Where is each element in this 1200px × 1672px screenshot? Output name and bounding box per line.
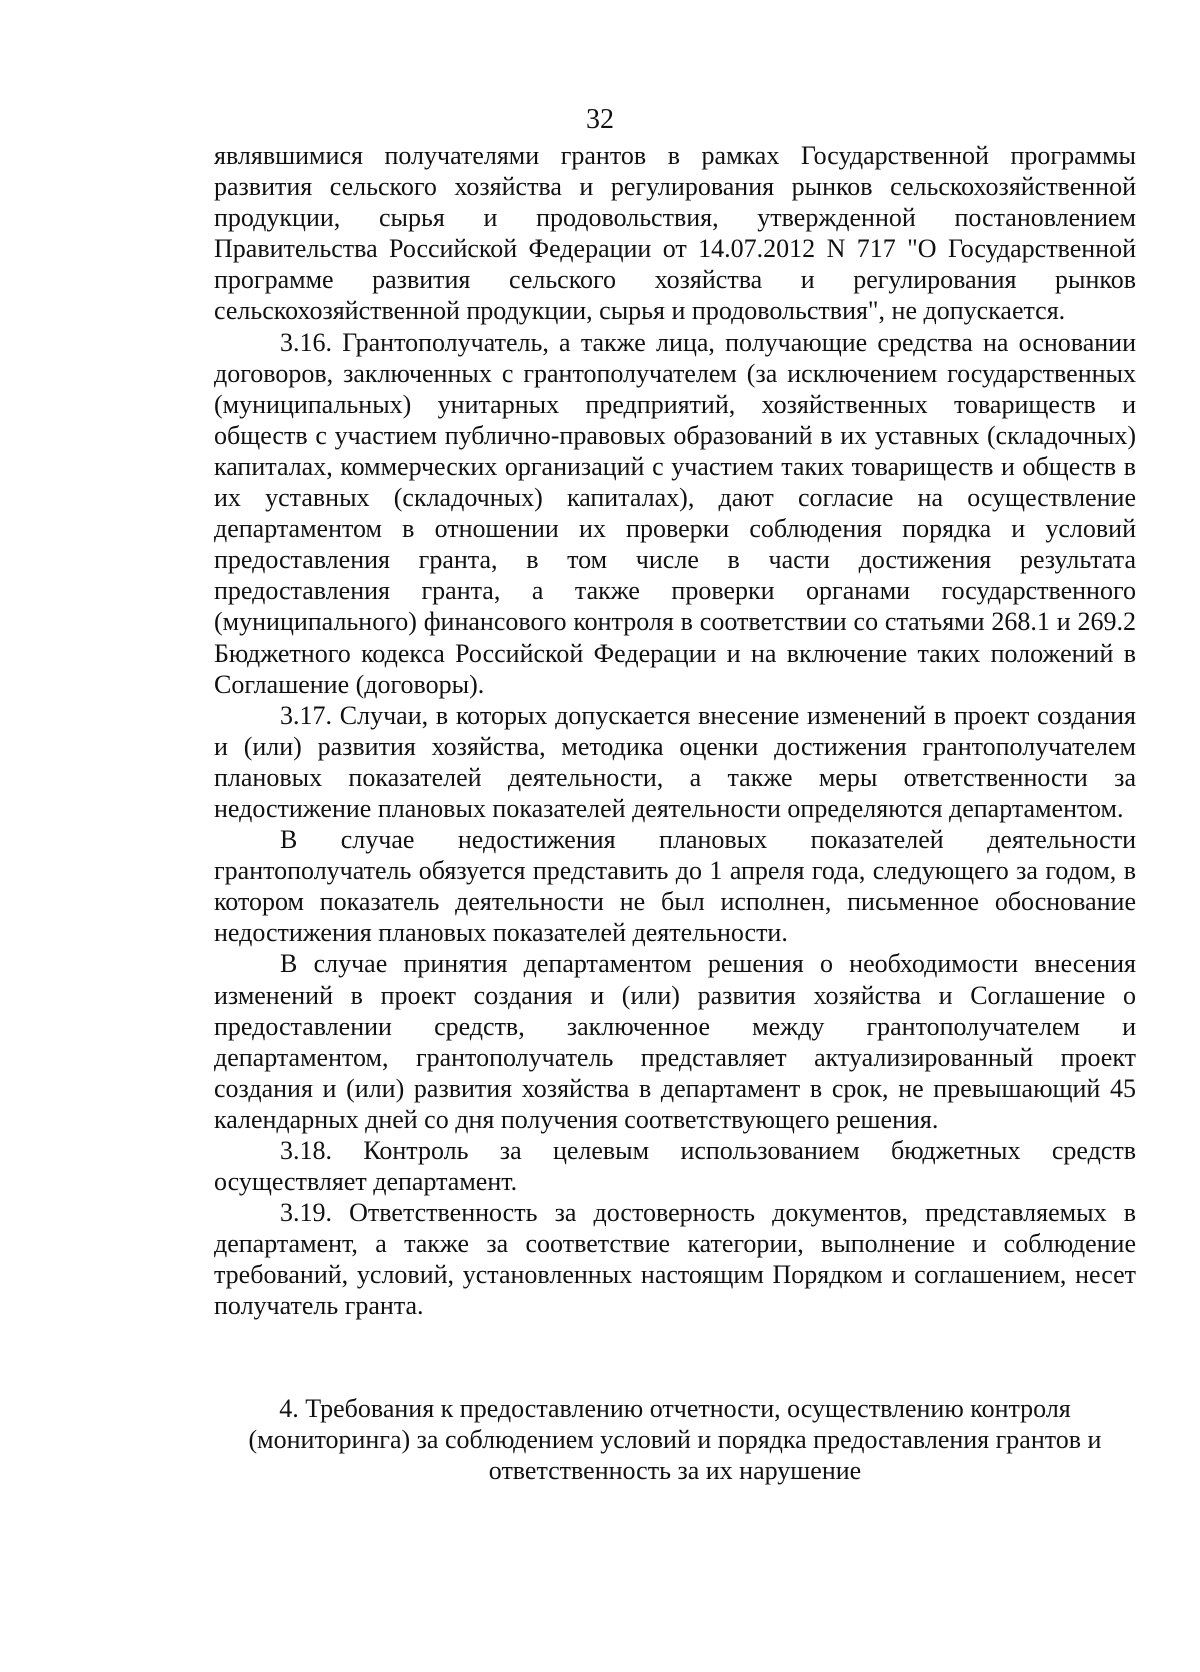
paragraph-3-17: 3.17. Случаи, в которых допускается внесение изменений в проект создания и (или) развития хозяйства, методика оценки достижения грантополучателем плановых показателей деятельности, а также меры ответственности за недостижение плановых показателей деятельности определяются департаментом. bbox=[214, 700, 1136, 823]
paragraph-non-achievement: В случае недостижения плановых показателей деятельности грантополучатель обязуется представить до 1 апреля года, следующего за годом, в котором показатель деятельности не был исполнен, письменное обоснование недостижения плановых показателей деятельности. bbox=[214, 825, 1136, 948]
section-heading-line: 4. Требования к предоставлению отчетности, осуществлению контроля bbox=[279, 1394, 1071, 1423]
section-heading-line: ответственность за их нарушение bbox=[488, 1456, 862, 1485]
paragraph-3-19: 3.19. Ответственность за достоверность документов, представляемых в департамент, а также за соответствие категории, выполнение и соблюдение требований, условий, установленных настоящим Порядком и соглашением, несет получатель гранта. bbox=[214, 1198, 1136, 1321]
paragraph-project-changes: В случае принятия департаментом решения о необходимости внесения изменений в проект создания и (или) развития хозяйства и Соглашение о предоставлении средств, заключенное между грантополучателем и департаментом, грантополучатель представляет актуализированный проект создания и (или) развития хозяйства в департамент в срок, не превышающий 45 календарных дней со дня получения соответствующего решения. bbox=[214, 949, 1136, 1134]
section-heading bbox=[214, 1393, 1136, 1486]
paragraph-continuation: являвшимися получателями грантов в рамках Государственной программы развития сельского хозяйства и регулирования рынков сельскохозяйственной продукции, сырья и продовольствия, утвержденной постановлением Правительства Российской Федерации от 14.07.2012 N 717 "О Государственной программе развития сельского хозяйства и регулирования рынков сельскохозяйственной продукции, сырья и продовольствия", не допускается. bbox=[214, 141, 1136, 326]
paragraph-3-18: 3.18. Контроль за целевым использованием бюджетных средств осуществляет департамент. bbox=[214, 1136, 1136, 1197]
page-number: 32 bbox=[586, 104, 614, 135]
paragraph-3-16: 3.16. Грантополучатель, а также лица, получающие средства на основании договоров, заключенных с грантополучателем (за исключением государственных (муниципальных) унитарных предприятий, хозяйственных товариществ и обществ с участием публично-правовых образований в их уставных (складочных) капиталах, коммерческих организаций с участием таких товариществ и обществ в их уставных (складочных) капиталах), дают согласие на осуществление департаментом в отношении их проверки соблюдения порядка и условий предоставления гранта, в том числе в части достижения результата предоставления гранта, а также проверки органами государственного (муниципального) финансового контроля в соответствии со статьями 268.1 и 269.2 Бюджетного кодекса Российской Федерации и на включение таких положений в Соглашение (договоры). bbox=[214, 327, 1136, 699]
document-body bbox=[214, 140, 1136, 1322]
section-heading-line: (мониторинга) за соблюдением условий и порядка предоставления грантов и bbox=[248, 1425, 1102, 1454]
